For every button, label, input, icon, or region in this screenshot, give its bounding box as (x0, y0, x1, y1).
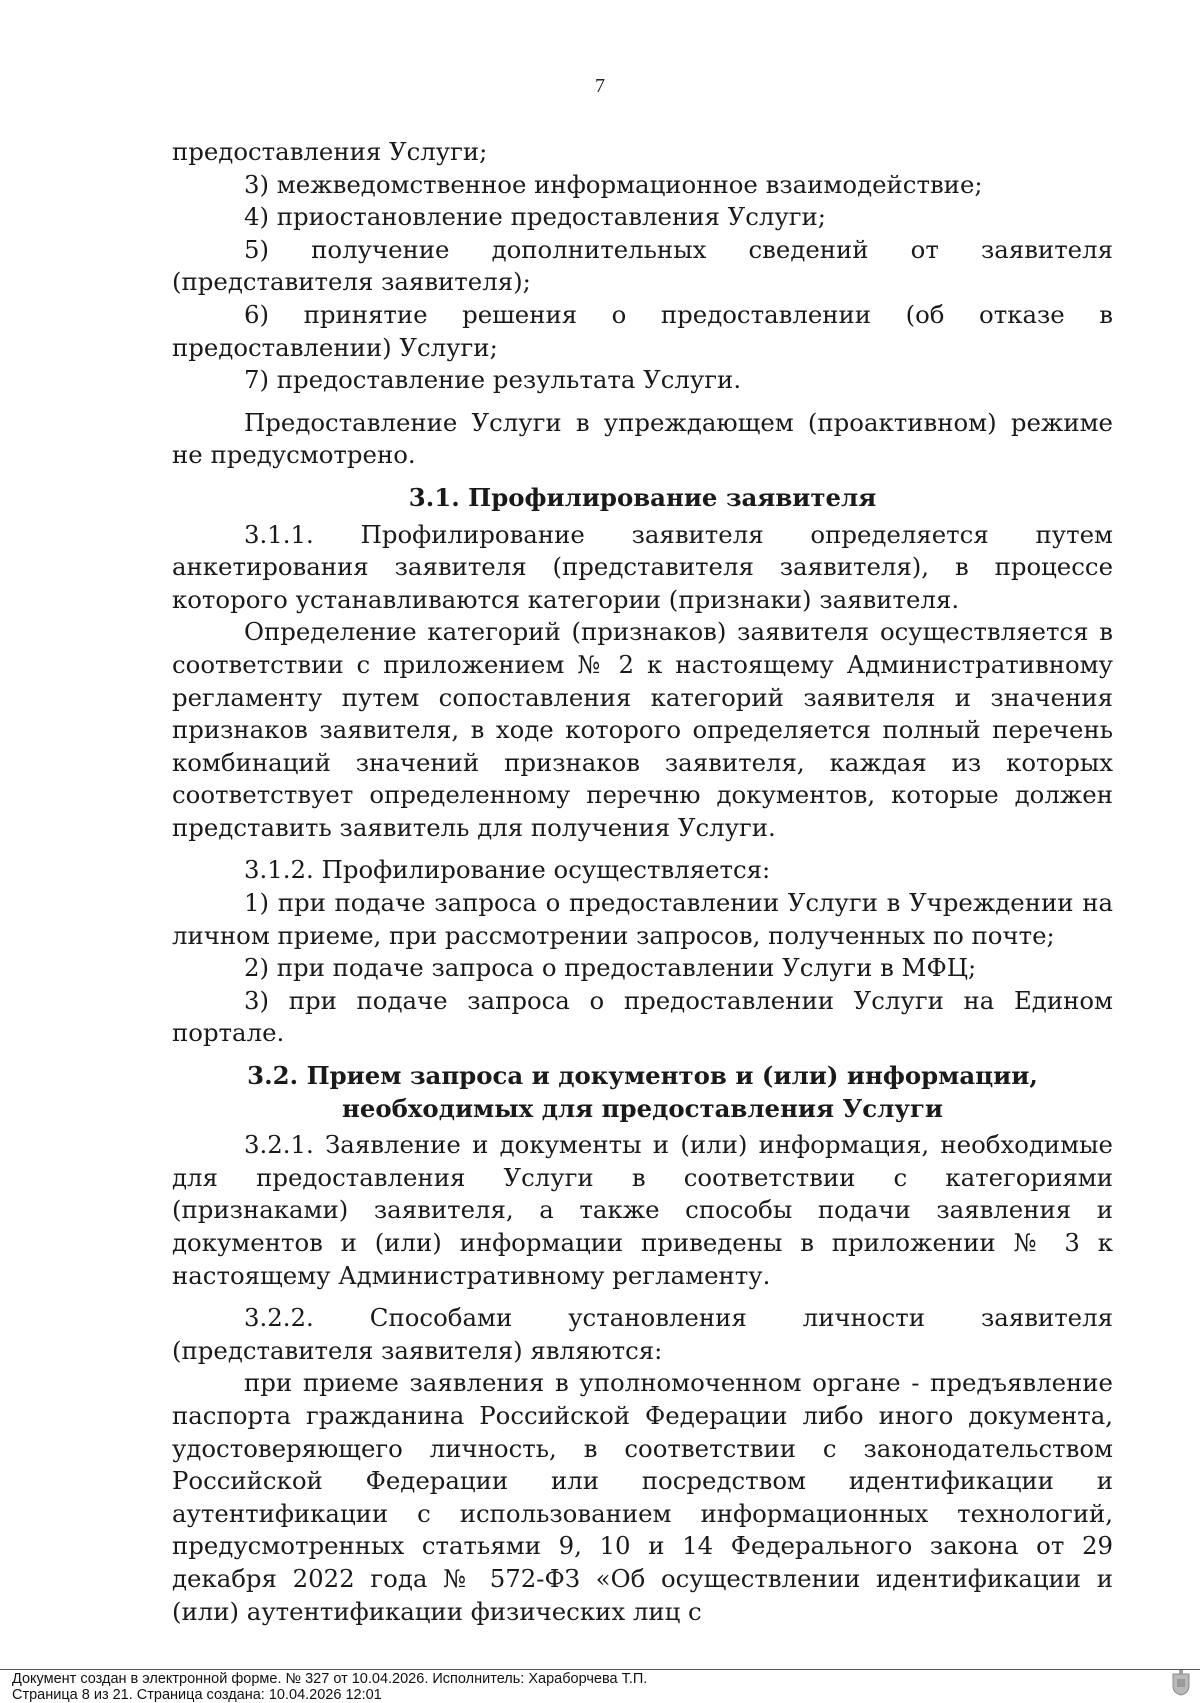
footer (12, 1671, 647, 1703)
list-item: 6) принятие решения о предоставлении (об отказе в предоставлении) Услуги; (172, 299, 1113, 362)
document-body (172, 136, 1113, 1628)
list-item: 2) при подаче запроса о предоставлении Услуги в МФЦ; (244, 953, 977, 983)
footer-line-page: Страница 8 из 21. Страница создана: 10.04.2026 12:01 (12, 1687, 382, 1703)
list-item: 7) предоставление результата Услуги. (244, 365, 742, 395)
footer-line-document: Документ создан в электронной форме. № 327 от 10.04.2026. Исполнитель: Хараборчева Т.П. (12, 1671, 648, 1687)
page-number: 7 (595, 75, 605, 97)
paragraph: Предоставление Услуги в упреждающем (проактивном) режиме не предусмотрено. (172, 407, 1113, 470)
list-item: 3) межведомственное информационное взаимодействие; (244, 169, 983, 199)
paragraph: предоставления Услуги; (172, 137, 488, 166)
paragraph: Определение категорий (признаков) заявителя осуществляется в соответствии с приложением № 2 к настоящему Административному регламенту путем сопоставления категорий заявителя и значения признаков заявителя, в ходе которого определяется полный перечень комбинаций значений признаков заявителя, каждая из которых соответствует определенному перечню документов, которые должен представить заявитель для получения Услуги. (172, 617, 1113, 842)
coat-of-arms-icon (1170, 1670, 1192, 1696)
paragraph: 3.1.2. Профилирование осуществляется: (244, 855, 771, 885)
list-item: 1) при подаче запроса о предоставлении Услуги в Учреждении на личном приеме, при рассмотрении запросов, полученных по почте; (172, 888, 1113, 950)
list-item: 5) получение дополнительных сведений от заявителя (представителя заявителя); (172, 234, 1113, 297)
section-heading: 3.2. Прием запроса и документов и (или) информации, необходимых для предоставления Услуги (247, 1061, 1038, 1123)
footer-divider (0, 1669, 1200, 1670)
list-item: 3) при подаче запроса о предоставлении Услуги на Едином портале. (172, 985, 1113, 1048)
paragraph: при приеме заявления в уполномоченном органе - предъявление паспорта гражданина Российской Федерации либо иного документа, удостоверяющего личность, в соответствии с законодательством Российской Федерации или посредством идентификации и аутентификации с использованием информационных технологий, предусмотренных статьями 9, 10 и 14 Федерального закона от 29 декабря 2022 года № 572-ФЗ «Об осуществлении идентификации и (или) аутентификации физических лиц с (172, 1368, 1113, 1626)
paragraph: 3.2.2. Способами установления личности заявителя (представителя заявителя) являются: (172, 1303, 1113, 1365)
section-heading: 3.1. Профилирование заявителя (408, 482, 877, 512)
paragraph: 3.1.1. Профилирование заявителя определяется путем анкетирования заявителя (представителя заявителя), в процессе которого устанавливаются категории (признаки) заявителя. (172, 519, 1113, 614)
list-item: 4) приостановление предоставления Услуги; (244, 202, 826, 232)
paragraph: 3.2.1. Заявление и документы и (или) информация, необходимые для предоставления Услуги в соответствии с категориями (признаками) заявителя, а также способы подачи заявления и документов и (или) информации приведены в приложении № 3 к настоящему Административному регламенту. (172, 1130, 1113, 1290)
